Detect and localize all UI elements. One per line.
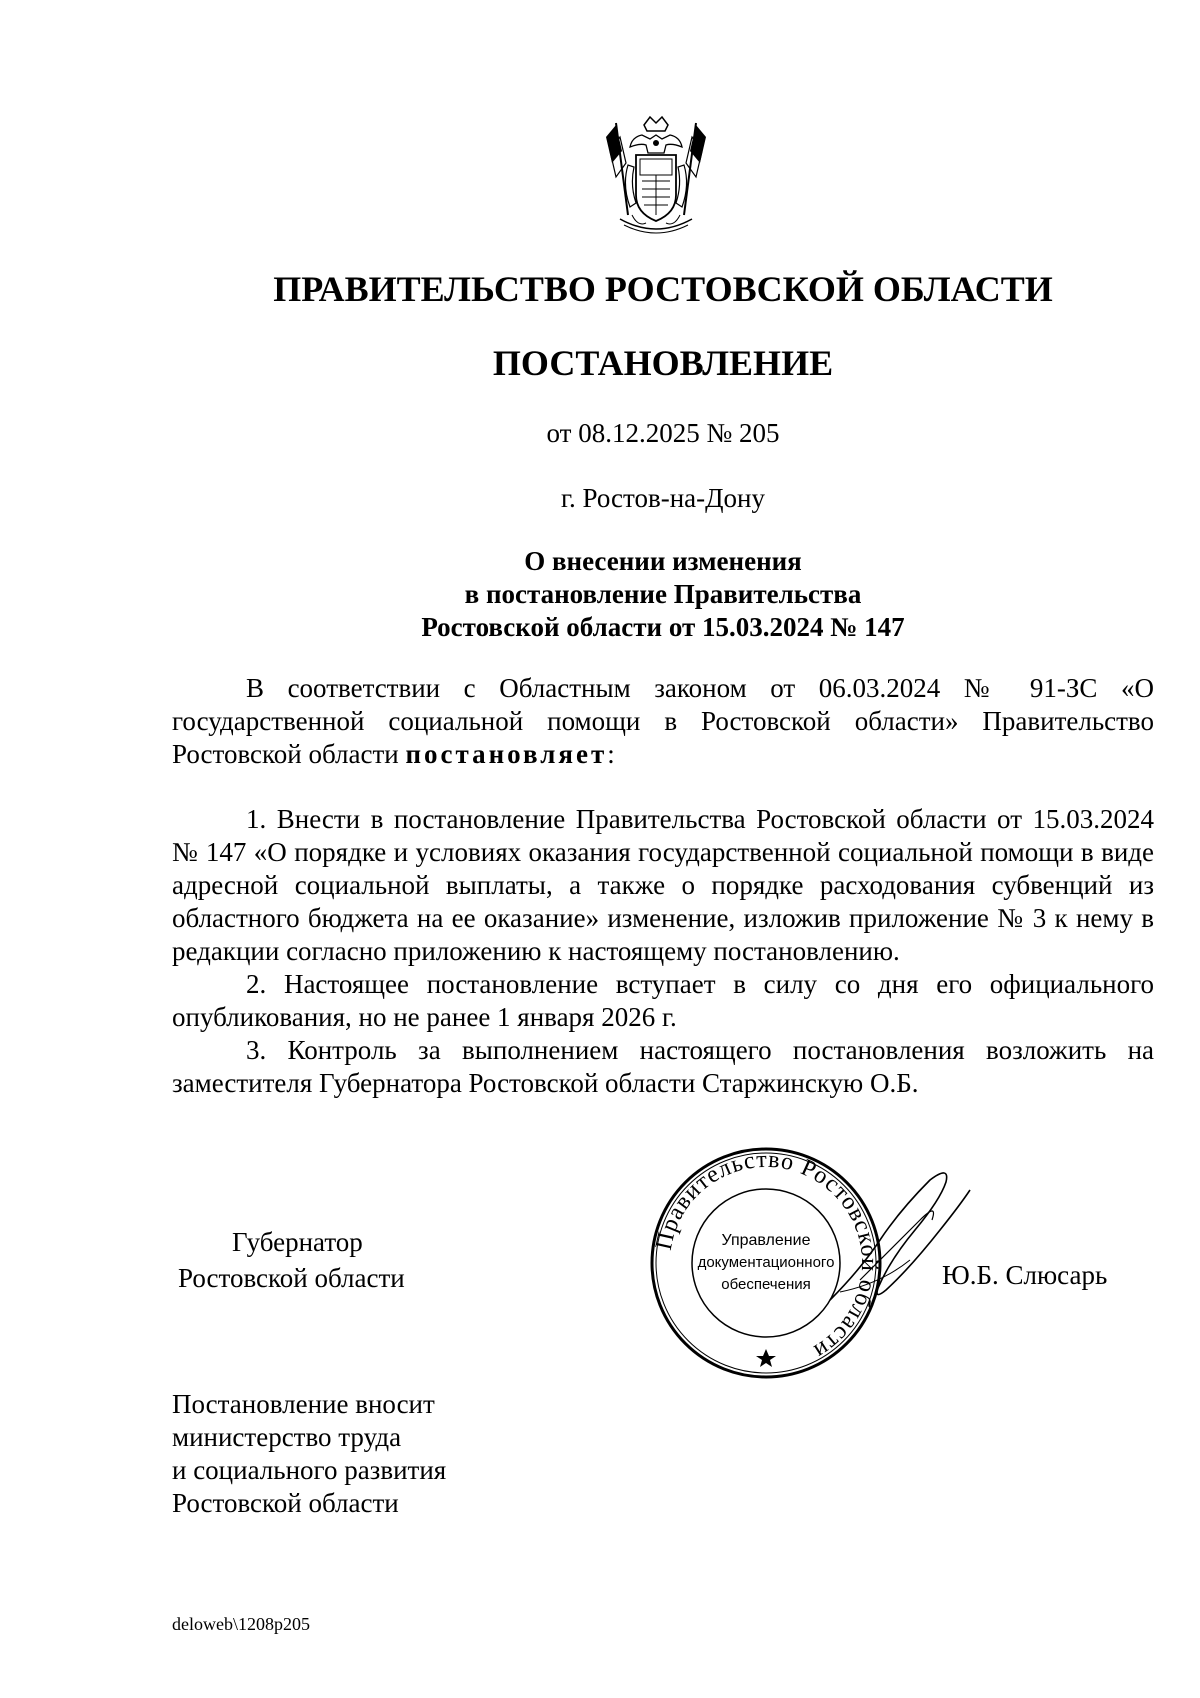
coat-of-arms-icon (602, 115, 710, 240)
organization-title: ПРАВИТЕЛЬСТВО РОСТОВСКОЙ ОБЛАСТИ (273, 269, 1053, 309)
stamp-ring-text: Правительство Ростовской области (650, 1146, 883, 1365)
subject-line: в постановление Правительства (464, 579, 862, 609)
stamp-center-line: обеспечения (721, 1276, 811, 1293)
resolution-points (172, 803, 1154, 1100)
submitter-line: и социального развития (172, 1455, 447, 1485)
preamble-text: В соответствии с Областным законом от 06.03.2024 № 91-ЗС «О государственной социальной помощи в Ростовской области» Правительство Ростовской области (172, 673, 1154, 769)
document-subject (172, 545, 1154, 644)
submitter-line: Постановление вносит (172, 1389, 435, 1419)
document-date-number: от 08.12.2025 № 205 (546, 418, 780, 448)
submitter-line: министерство труда (172, 1422, 402, 1452)
document-file-code: deloweb\1208p205 (172, 1614, 310, 1634)
resolves-word: постановляет (405, 739, 608, 769)
resolution-point: 2. Настоящее постановление вступает в силу со дня его официального опубликования, но не ранее 1 января 2026 г. (172, 969, 1154, 1032)
subject-line: О внесении изменения (524, 546, 802, 576)
preamble-paragraph (172, 672, 1154, 771)
resolution-point: 1. Внести в постановление Правительства Ростовской области от 15.03.2024 № 147 «О порядке и условиях оказания государственной социальной помощи в виде адресной социальной выплаты, а также о порядке расходования субвенций из областного бюджета на ее оказание» изменение, изложив приложение № 3 к нему в редакции согласно приложению к настоящему постановлению. (172, 804, 1154, 966)
subject-line: Ростовской области от 15.03.2024 № 147 (421, 612, 905, 642)
signer-name: Ю.Б. Слюсарь (942, 1260, 1108, 1290)
preamble (172, 672, 1154, 771)
document-kind: ПОСТАНОВЛЕНИЕ (492, 343, 834, 383)
preamble-end: : (607, 739, 615, 769)
stamp-center-line: Управление (721, 1232, 811, 1249)
stamp-center-line: документационного (697, 1254, 835, 1271)
document-city: г. Ростов-на-Дону (560, 483, 765, 513)
star-icon (756, 1349, 776, 1367)
signer-position-line: Губернатор (232, 1227, 363, 1257)
submitter-line: Ростовской области (172, 1488, 399, 1518)
submitter-block (172, 1388, 446, 1520)
resolution-point: 3. Контроль за выполнением настоящего постановления возложить на заместителя Губернатора Ростовской области Старжинскую О.Б. (172, 1035, 1154, 1098)
signer-position (172, 1224, 472, 1296)
signer-position-line: Ростовской области (178, 1263, 405, 1293)
